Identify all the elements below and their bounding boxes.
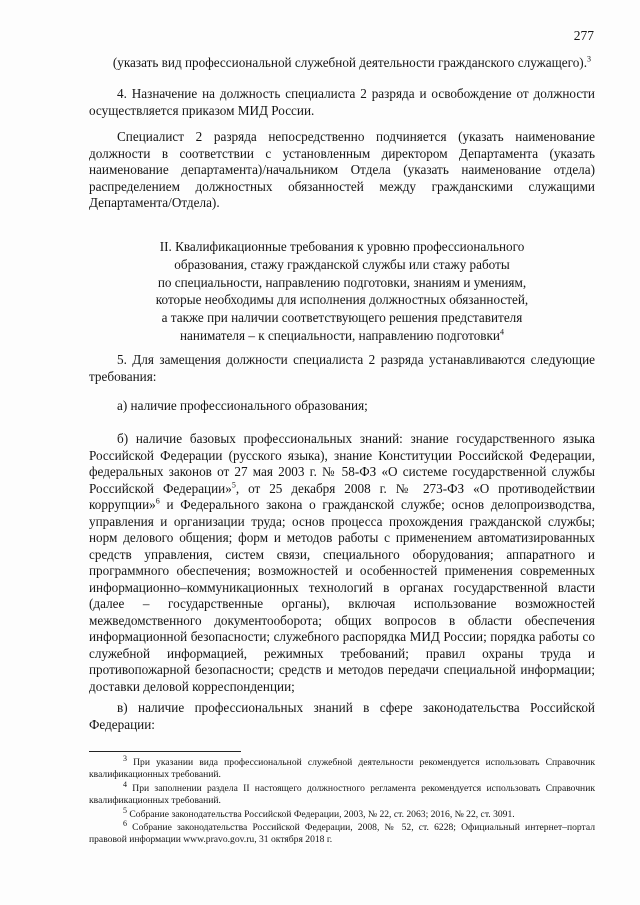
section-heading-line-3: по специальности, направлению подготовки, знаниям и умениям, (157, 274, 527, 290)
footnote-5-text: Собрание законодательства Российской Федерации, 2003, № 22, ст. 2063; 2016, № 22, ст. 3091. (127, 809, 515, 820)
paragraph-b (89, 431, 595, 695)
paragraph-v: в) наличие профессиональных знаний в сфере законодательства Российской Федерации: (89, 700, 595, 732)
footnote-3-number: 3 (123, 753, 127, 763)
paragraph-4: 4. Назначение на должность специалиста 2 разряда и освобождение от должности осуществляется приказом МИД России. (89, 86, 595, 118)
footnote-ref-3: 3 (587, 54, 591, 64)
footnote-ref-6: 6 (155, 496, 160, 506)
footnote-5 (89, 805, 595, 821)
paragraph-subordination: Специалист 2 разряда непосредственно подчиняется (указать наименование должности в соответствии с установленным директором Департамента (указать наименование департамента)/начальником Отдела (указать наименование отдела) распределением должностных обязанностей между гражданскими служащими Департамента/Отдела). (89, 129, 595, 210)
paragraph-activity-type-text: (указать вид профессиональной служебной деятельности гражданского служащего). (112, 55, 587, 70)
footnote-6 (89, 818, 595, 846)
footnote-6-body (89, 818, 595, 846)
paragraph-b-part-3: и Федерального закона о гражданской службе; основ делопроизводства, управления и организации труда; основ процесса прохождения гражданской службы; норм делового общения; форм и методов работы с применением автоматизированных средств управления, систем связи, специального оборудования; аппаратного и программного обеспечения; возможностей и особенностей применения современных информационно–коммуникационных технологий в органах государственной власти (далее – государственные органы), включая использование возможностей межведомственного документооборота; общих вопросов в области обеспечения информационной безопасности; служебного распорядка МИД России; порядка работы со служебной информацией, режимных требований; правил охраны труда и противопожарной безопасности; средств и методов передачи специальной информации; доставки деловой корреспонденции; (89, 497, 595, 694)
paragraph-b-part-2: , от 25 декабря 2008 г. № 273-ФЗ «О противодействии коррупции» (89, 480, 596, 512)
section-heading-line-6 (110, 327, 574, 345)
footnote-4-text: При заполнении раздела II настоящего должностного регламента рекомендуется использовать Справочник квалификационных требований. (89, 783, 595, 807)
section-heading-line-2: образования, стажу гражданской службы или стажу работы (174, 256, 510, 272)
footnote-3-text: При указании вида профессиональной служебной деятельности рекомендуется использовать Справочник квалификационных требований. (89, 757, 595, 781)
footnote-4-body (89, 779, 595, 807)
section-heading-line-1: II. Квалификационные требования к уровню профессионального (159, 239, 525, 254)
footnote-4-number: 4 (123, 779, 127, 789)
footnote-6-number: 6 (123, 818, 127, 828)
paragraph-activity-type (89, 55, 595, 72)
footnote-3 (89, 753, 595, 781)
footnote-5-body (89, 805, 595, 821)
footnote-ref-4: 4 (499, 327, 504, 337)
section-heading-line-6-text: нанимателя – к специальности, направлению подготовки (180, 327, 500, 343)
footnote-5-number: 5 (123, 805, 127, 815)
paragraph-b-part-1: б) наличие базовых профессиональных знаний: знание государственного языка Российской Федерации (русского языка), знание Конституции Российской Федерации, федеральных законов от 27 мая 2003 г. № 58-ФЗ «О системе государственной службы Российской Федерации» (89, 431, 595, 496)
footnote-6-text: Собрание законодательства Российской Федерации, 2008, № 52, ст. 6228; Официальный интернет–портал правовой информации www.pravo.gov.ru, 31 октября 2018 г. (89, 822, 595, 846)
footnote-4 (89, 779, 595, 807)
section-heading-line-4: которые необходимы для исполнения должностных обязанностей, (155, 292, 529, 308)
section-heading-line-5: а также при наличии соответствующего решения представителя (161, 310, 523, 326)
paragraph-5: 5. Для замещения должности специалиста 2 разряда устанавливаются следующие требования: (89, 352, 595, 384)
paragraph-a: а) наличие профессионального образования; (117, 398, 368, 413)
section-2-heading (110, 238, 574, 345)
footnote-ref-5: 5 (231, 480, 236, 490)
footnote-3-body (89, 753, 595, 781)
page-number: 277 (573, 28, 594, 43)
footnote-separator (89, 751, 241, 752)
